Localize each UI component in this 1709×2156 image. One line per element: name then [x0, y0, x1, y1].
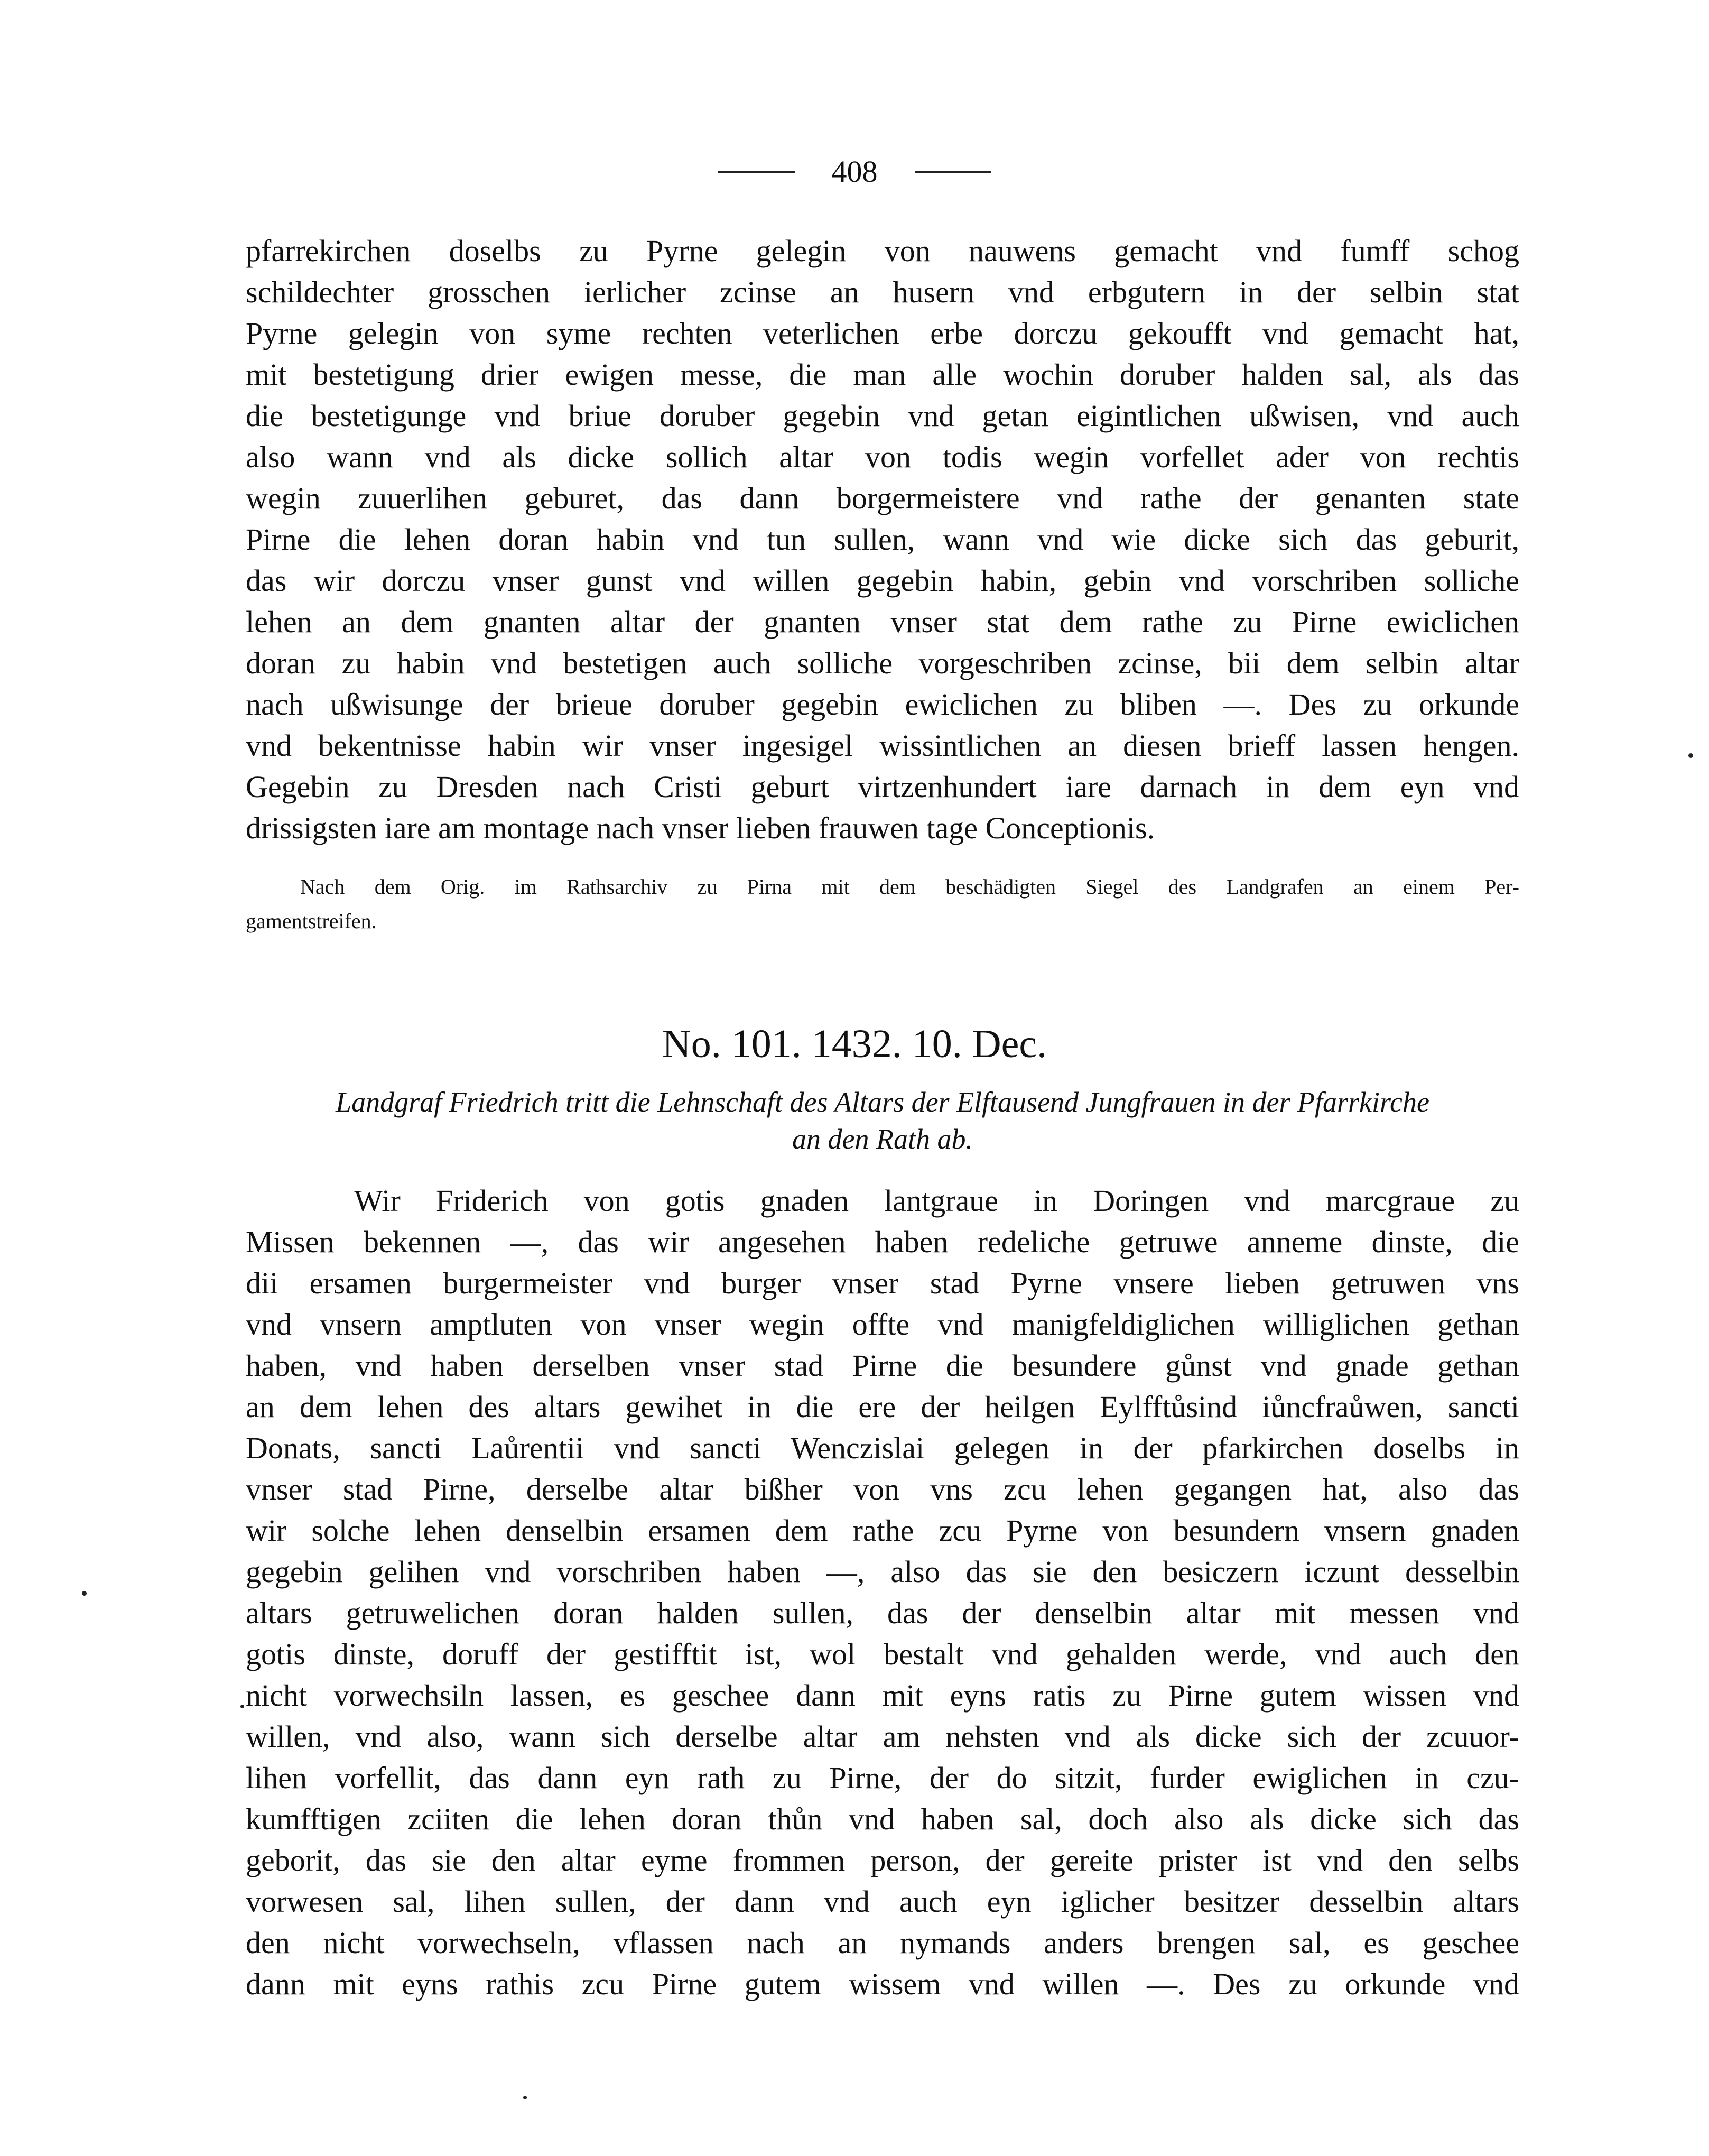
summary-line: an den Rath ab. [792, 1123, 973, 1155]
document-summary [246, 1084, 1519, 1158]
header-rule-left [718, 171, 795, 173]
text-line: das wir dorczu vnser gunst vnd willen gegebin habin, gebin vnd vorschriben solliche [246, 563, 1519, 598]
text-line: vnd bekentnisse habin wir vnser ingesigel wissintlichen an diesen brieff lassen hengen. [246, 728, 1519, 763]
text-line: vnser stad Pirne, derselbe altar bißher von vns zcu lehen gegangen hat, also das [246, 1472, 1519, 1506]
text-line: wir solche lehen denselbin ersamen dem rathe zcu Pyrne von besundern vnsern gnaden [246, 1513, 1519, 1548]
text-line: nach ußwisunge der brieue doruber gegebin ewiclichen zu bliben —. Des zu orkunde [246, 687, 1519, 721]
text-line: doran zu habin vnd bestetigen auch solliche vorgeschriben zcinse, bii dem selbin altar [246, 646, 1519, 680]
text-line: geborit, das sie den altar eyme frommen person, der gereite prister ist vnd den selbs [246, 1843, 1519, 1877]
text-line: gegebin gelihen vnd vorschriben haben —, also das sie den besiczern iczunt desselbin [246, 1554, 1519, 1589]
document-heading: No. 101. 1432. 10. Dec. [662, 1022, 1047, 1066]
paragraph-continued [246, 230, 1519, 849]
text-line: die bestetigunge vnd briue doruber gegebin vnd getan eigintlichen ußwisen, vnd auch [246, 399, 1519, 433]
text-line: nicht vorwechsiln lassen, es geschee dann mit eyns ratis zu Pirne gutem wissen vnd [246, 1678, 1519, 1713]
summary-line: Landgraf Friedrich tritt die Lehnschaft des Altars der Elftausend Jungfrauen in der Pfarrkirche [336, 1086, 1429, 1118]
text-line: Donats, sancti Laůrentii vnd sancti Wenczislai gelegen in der pfarkirchen doselbs in [246, 1431, 1519, 1465]
note-line: gamentstreifen. [246, 909, 377, 933]
text-line: Missen bekennen —, das wir angesehen haben redeliche getruwe anneme dinste, die [246, 1225, 1519, 1259]
text-line: also wann vnd als dicke sollich altar von todis wegin vorfellet ader von rechtis [246, 440, 1519, 474]
document-text [246, 1180, 1519, 2005]
page-number: 408 [831, 154, 878, 189]
text-line: drissigsten iare am montage nach vnser lieben frauwen tage Conceptionis. [246, 811, 1155, 845]
text-line: schildechter grosschen ierlicher zcinse an husern vnd erbgutern in der selbin stat [246, 275, 1519, 309]
scan-speck [1688, 753, 1693, 758]
header-rule-right [915, 171, 991, 173]
text-line: lihen vorfellit, das dann eyn rath zu Pirne, der do sitzit, furder ewiglichen in czu- [246, 1761, 1519, 1795]
text-line: dann mit eyns rathis zcu Pirne gutem wissem vnd willen —. Des zu orkunde vnd [246, 1967, 1519, 2001]
text-line: an dem lehen des altars gewihet in die ere der heilgen Eylfftůsind iůncfraůwen, sancti [246, 1390, 1519, 1424]
text-line: vnd vnsern amptluten von vnser wegin offte vnd manigfeldiglichen williglichen gethan [246, 1307, 1519, 1341]
text-line: wegin zuuerlihen geburet, das dann borgermeistere vnd rathe der genanten state [246, 481, 1519, 515]
text-line: Wir Friderich von gotis gnaden lantgraue in Doringen vnd marcgraue zu [354, 1183, 1519, 1218]
scan-speck [523, 2096, 527, 2099]
text-line: gotis dinste, doruff der gestifftit ist, wol bestalt vnd gehalden werde, vnd auch den [246, 1637, 1519, 1671]
text-line: lehen an dem gnanten altar der gnanten vnser stat dem rathe zu Pirne ewiclichen [246, 605, 1519, 639]
text-line: haben, vnd haben derselben vnser stad Pirne die besundere gůnst vnd gnade gethan [246, 1348, 1519, 1383]
text-line: altars getruwelichen doran halden sullen, das der denselbin altar mit messen vnd [246, 1596, 1519, 1630]
text-line: willen, vnd also, wann sich derselbe altar am nehsten vnd als dicke sich der zcuuor- [246, 1719, 1519, 1754]
text-line: Gegebin zu Dresden nach Cristi geburt virtzenhundert iare darnach in dem eyn vnd [246, 770, 1519, 804]
text-line: dii ersamen burgermeister vnd burger vnser stad Pyrne vnsere lieben getruwen vns [246, 1266, 1519, 1300]
scan-speck [82, 1591, 87, 1596]
page-header [0, 151, 1709, 193]
text-line: pfarrekirchen doselbs zu Pyrne gelegin von nauwens gemacht vnd fumff schog [246, 234, 1519, 268]
text-line: Pirne die lehen doran habin vnd tun sullen, wann vnd wie dicke sich das geburit, [246, 522, 1519, 557]
note-line: Nach dem Orig. im Rathsarchiv zu Pirna mit dem beschädigten Siegel des Landgrafen an einem Per- [300, 875, 1519, 899]
text-line: den nicht vorwechseln, vflassen nach an nymands anders brengen sal, es geschee [246, 1926, 1519, 1960]
text-line: vorwesen sal, lihen sullen, der dann vnd auch eyn iglicher besitzer desselbin altars [246, 1884, 1519, 1919]
scan-speck [240, 1705, 244, 1708]
source-note [246, 869, 1519, 938]
text-line: Pyrne gelegin von syme rechten veterlichen erbe dorczu gekoufft vnd gemacht hat, [246, 316, 1519, 350]
text-line: mit bestetigung drier ewigen messe, die man alle wochin doruber halden sal, als das [246, 357, 1519, 392]
text-line: kumfftigen zciiten die lehen doran thůn vnd haben sal, doch also als dicke sich das [246, 1802, 1519, 1836]
